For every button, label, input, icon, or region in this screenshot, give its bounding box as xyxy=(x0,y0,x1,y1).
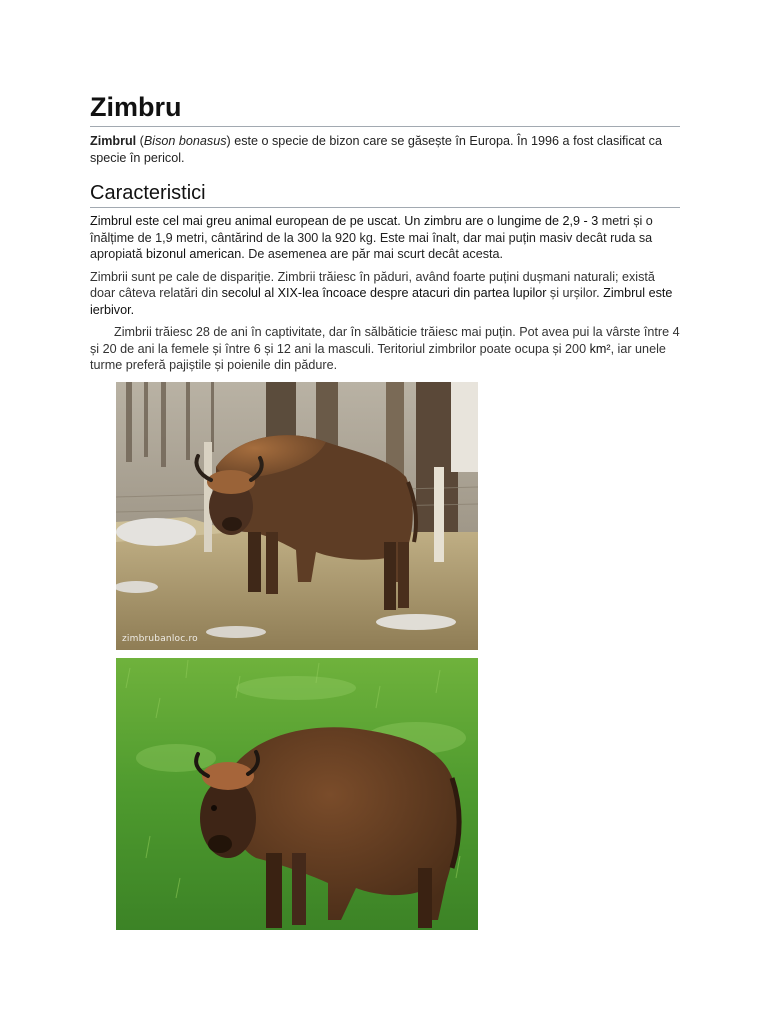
intro-latin-name: Bison bonasus xyxy=(143,134,227,148)
bison-meadow-photo xyxy=(116,658,478,930)
article-body xyxy=(90,88,680,374)
paragraph-1-part-1: Zimbrul este cel mai greu animal european de pe uscat. Un zimbru are o lungime de 2,9 - 3 xyxy=(90,214,599,228)
paragraph-3-part-3: , iar unele turme preferă pajiștile și poienile din pădure. xyxy=(90,341,666,372)
km2-link[interactable]: km² xyxy=(589,341,611,356)
section-heading: Caracteristici xyxy=(90,179,680,208)
bison-forest-photo xyxy=(116,382,478,650)
paragraph-2-part-3: și urșilor xyxy=(546,286,597,300)
paragraph-3-part-1: Zimbrii trăiesc 28 de ani în captivitate, dar în sălbăticie trăiesc mai puțin. Pot avea pui la vârste între 4 și 20 de ani la femele și între 6 și 12 ani la masculi. Teritoriul zimbrilor poate ocupa și 200 xyxy=(90,325,680,356)
paragraph-2-part-1: Zimbrii sunt pe cale de dispariție. Zimbrii trăiesc în păduri, având foarte puțini dușmani naturali; există doar câteva relatări din xyxy=(90,269,655,300)
intro-paragraph xyxy=(90,133,680,167)
paragraph-3 xyxy=(90,324,680,374)
bison-meadow-illustration xyxy=(116,658,478,930)
paragraph-2 xyxy=(90,269,680,319)
article-title: Zimbru xyxy=(90,88,680,127)
intro-rest: ) este o specie de bizon care se găsește în Europa. În 1996 a fost clasificat ca specie în pericol. xyxy=(90,134,662,165)
intro-open-paren: ( xyxy=(136,134,144,148)
bizonul-american-link[interactable]: bizonul american xyxy=(146,247,242,261)
secolul-xix-link[interactable]: secolul al XIX-lea încoace despre atacuri din partea lupilor xyxy=(221,286,547,300)
bison-forest-illustration xyxy=(116,382,478,650)
paragraph-1-part-2: metri și o înălțime de 1,9 metri, cântărind de la 300 la 920 kg. Este mai înalt, dar mai puțin masiv decât ruda sa apropiată xyxy=(90,214,653,261)
photo-watermark: zimbrubanloc.ro xyxy=(122,634,198,644)
intro-term: Zimbrul xyxy=(90,134,137,148)
paragraph-1 xyxy=(90,213,680,263)
paragraph-1-part-4: . De asemenea are păr mai scurt decât acesta. xyxy=(241,247,504,261)
paragraph-2-part-4: . Zimbrul este ierbivor. xyxy=(90,286,673,317)
